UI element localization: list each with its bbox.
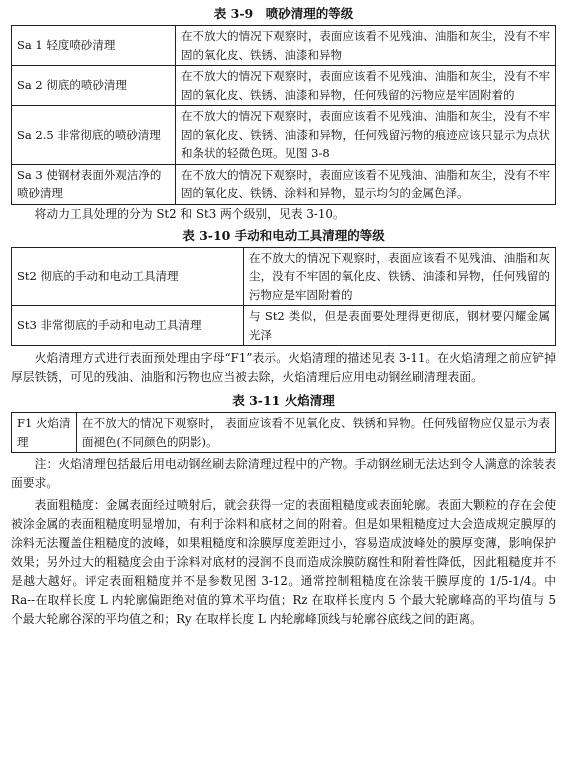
table-row <box>12 247 556 306</box>
description-cell: 与 St2 类似，但是表面要处理得更彻底，钢材要闪耀金属光泽 <box>244 306 556 346</box>
note-paragraph: 注：火焰清理包括最后用电动钢丝刷去除清理过程中的产物。手动钢丝刷无法达到令人满意的涂装表面要求。 <box>11 457 556 490</box>
grade-cell: Sa 2 彻底的喷砂清理 <box>12 66 176 106</box>
description-cell: 在不放大的情况下观察时，表面应该看不见残油、油脂和灰尘，没有不牢固的氧化皮、铁锈、油漆和异物，任何残留污物的痕迹应该只显示为点状和条状的轻微色斑。见图 3-8 <box>176 106 556 165</box>
table-blast-cleaning-grades <box>11 25 556 205</box>
description-cell: 在不放大的情况下观察时，表面应该看不见残油、油脂和灰尘，没有不牢固的氧化皮、铁锈、涂料和异物，显示均匀的金属色泽。 <box>176 164 556 204</box>
grade-cell: Sa 1 轻度喷砂清理 <box>12 26 176 66</box>
description-cell: 在不放大的情况下观察时， 表面应该看不见氧化皮、铁锈和异物。任何残留物应仅显示为表面褪色(不同颜色的阴影)。 <box>77 413 556 453</box>
table-row <box>12 66 556 106</box>
table-row <box>12 413 556 453</box>
description-cell: 在不放大的情况下观察时，表面应该看不见残油、油脂和灰尘，没有不牢固的氧化皮、铁锈、油漆和异物，任何残留的污物应是牢固附着的 <box>244 247 556 306</box>
table-row <box>12 106 556 165</box>
paragraph-power-tool: 将动力工具处理的分为 St2 和 St3 两个级别，见表 3-10。 <box>34 206 345 221</box>
table-flame-cleaning <box>11 412 556 453</box>
paragraph-surface-roughness: 表面粗糙度：金属表面经过喷射后，就会获得一定的表面粗糙度或表面轮廓。表面大颗粒的存在会使被涂金属的表面粗糙度明显增加，有利于涂料和底材之间的附着。但是如果粗糙度过大会造成规定膜厚的涂料无法覆盖住粗糙度的波峰，如果粗糙度和涂膜厚度差距过小，容易造成波峰处的膜厚变薄，影响保护效果；另外过大的粗糙度会由于涂料对底材的浸润不良而造成涂膜防腐性和附着性降低，因此粗糙度并不是越大越好。评定表面粗糙度并不是参数见图 3-12。通常控制粗糙度在涂装干膜厚度的 1/5-1/4。中 Ra--在取样长度 L 内轮廓偏距绝对值的算术平均值；Rz 在取样长度内 5 个最大轮廓峰高的平均值与 5 个最大轮廓谷深的平均值之和；Ry 在取样长度 L 内轮廓峰顶线与轮廓谷底线之间的距离。 <box>11 498 556 626</box>
grade-cell: St3 非常彻底的手动和电动工具清理 <box>12 306 244 346</box>
table-caption-3-10: 表 3-10 手动和电动工具清理的等级 <box>182 227 385 243</box>
table-row <box>12 306 556 346</box>
table-caption-3-11: 表 3-11 火焰清理 <box>232 393 335 408</box>
description-cell: 在不放大的情况下观察时，表面应该看不见残油、油脂和灰尘，没有不牢固的氧化皮、铁锈、油漆和异物，任何残留的污物应是牢固附着的 <box>176 66 556 106</box>
table-power-tool-grades <box>11 247 556 347</box>
document-page <box>11 0 556 629</box>
description-cell: 在不放大的情况下观察时，表面应该看不见残油、油脂和灰尘，没有不牢固的氧化皮、铁锈、油漆和异物 <box>176 26 556 66</box>
table-caption-3-9: 表 3-9 喷砂清理的等级 <box>213 6 354 21</box>
grade-cell: Sa 2.5 非常彻底的喷砂清理 <box>12 106 176 165</box>
grade-cell: Sa 3 使钢材表面外观洁净的喷砂清理 <box>12 164 176 204</box>
paragraph-flame-cleaning: 火焰清理方式进行表面预处理由字母“F1”表示。火焰清理的描述见表 3-11。在火焰清理之前应铲掉厚层铁锈，可见的残油、油脂和污物也应当被去除，火焰清理后应用电动钢丝刷清理表面。 <box>11 351 556 384</box>
table-row <box>12 164 556 204</box>
grade-cell: F1 火焰清理 <box>12 413 77 453</box>
grade-cell: St2 彻底的手动和电动工具清理 <box>12 247 244 306</box>
table-row <box>12 26 556 66</box>
